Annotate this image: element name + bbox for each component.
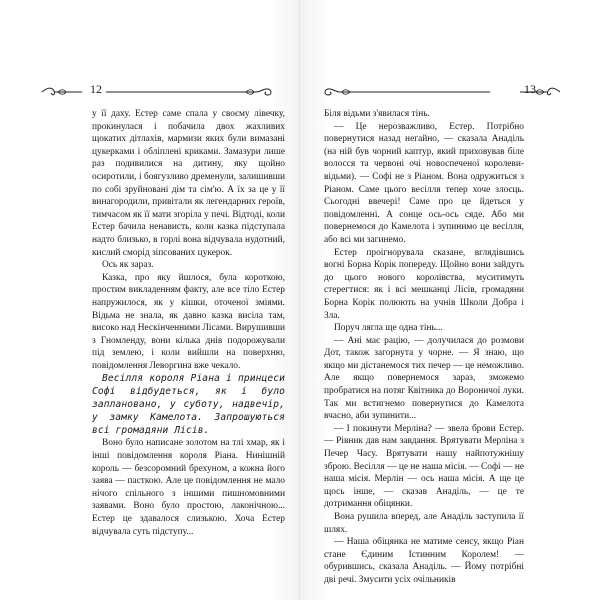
paragraph: Естер проігнорувала сказане, вглядівшись вогні Борна Корік попереду. Щойно вони зайдуть до цього нового королівства, муситимуть стерегтися: як і всі мешканці Лісів, громадяни Борна Корік полюють на учнів Школи Добра і Зла. (324, 247, 524, 321)
paragraph: — Це нерозважливо, Естер. Потрібно повернутися назад негайно, — сказала Анаділь (на ній був чорний каптур, який приховував біле волосся та червоні очі новоспеченої королеви-відьми). — Софі не з Ріаном. Вона одружиться з Ріаном. Саме цього весілля тепер хоче злоєць. Сьогодні ввечері! Саме про це йдеться у повідомленні. А сонце ось-ось сяде. Або ми повернемося до Камелота і зупинимо це весілля, або всі ми загинемо. (324, 121, 524, 245)
right-page-number: 13 (524, 82, 536, 96)
paragraph: Біля відьми з'явилася тінь. (324, 109, 430, 119)
paragraph: Ось як зараз. (102, 260, 154, 271)
right-page (300, 0, 600, 600)
left-header-rule-icon (106, 86, 274, 98)
left-page-text (92, 108, 285, 538)
right-header-rule-icon (322, 86, 490, 98)
paragraph: у її даху. Естер саме спала у своєму лівечку, прокинулася і побачила двох жахливих щокатих дітлахів, мармизи яких були вимазані цукерками і обліплені криками. Замазури лише раз подивилися на дитину, яку щойно осиротили, і боягузливо дременули, залишивши по собі зруйновані дім та сім'ю. А їх за це у її винагородили, привітали як легендарних героїв, тимчасом як її мати згоріла у печі. Відтоді, коли Естер бачила ненависть, коли казка підступала надто близько, в горлі вона відчувала нудотний, кислий сморід зіпсованих цукерок. (92, 109, 285, 258)
left-page-header (40, 82, 274, 102)
right-page-text (324, 108, 524, 587)
paragraph: Воно було написане золотом на тлі хмар, як і інші повідомлення короля Ріана. Нинішній король — безсоромний брехуном, а кожна його заява — пасткою. Але це повідомлення не мало нічого спільного з іншими пишномовними заявами. Воно було простою, лаконічною... Естер це здавалося слизькою. Хоча Естер відчувала суть підступу... (92, 438, 285, 537)
paragraph: — Ані має рацію, — долучилася до розмови Дот, також загорнута у чорне. — Я знаю, що якщо ми дістанемося тих печер — це неможливо. Але якщо повернемося зараз, зможемо пробратися на потяг Квітника до Вороничої луки. Так ми встигнемо повернутися до Камелота вчасно, аби зупинити... (324, 335, 524, 422)
left-ornament-icon (40, 86, 84, 98)
right-page-header (322, 82, 562, 102)
paragraph: Казка, про яку йшлося, була короткою, простим викладенням факту, але все тіло Естер напружилося, як у кішки, оточеної зміями. Відьма не знала, як давно казка висіла там, високо над Нескінченними Лісами. Вирушивши з Гномленду, вони кілька днів подорожували під землею, і коли вийшли на поверхню, повідомлення Леворгина вже чекало. (92, 272, 285, 371)
royal-announcement: Весілля короля Ріана і принцеси Софі відбудеться, як і було заплановано, у суботу, надвечір, у замку Камелота. Запрошуються всі громадяни Лісів. (92, 373, 285, 437)
paragraph: Поруч лягла ще одна тінь... (334, 323, 443, 334)
left-page-number: 12 (90, 82, 102, 96)
paragraph: — Наша обіцянка не матиме сенсу, якщо Ріан стане Єдиним Істинним Королем! — обурившись, сказала Анаділь. — Йому потрібні дві речі. Змусити усіх очільників (324, 537, 524, 585)
paragraph: — І покинути Мерліна? — звела брови Естер. — Рівник дав нам завдання. Врятувати Мерліна з Печер Часу. Врятувати нашу найпотужнішу зброю. Весілля — це не наша місія. — Софі — не наша місія. Мерлін — ось наша місія. А ще це щось інше, — сказав Анаділь, — це те дотримання обіцянки. (324, 423, 524, 510)
right-ornament-icon (518, 86, 562, 98)
paragraph: Вона рушила вперед, але Анаділь заступила її шлях. (324, 512, 524, 535)
